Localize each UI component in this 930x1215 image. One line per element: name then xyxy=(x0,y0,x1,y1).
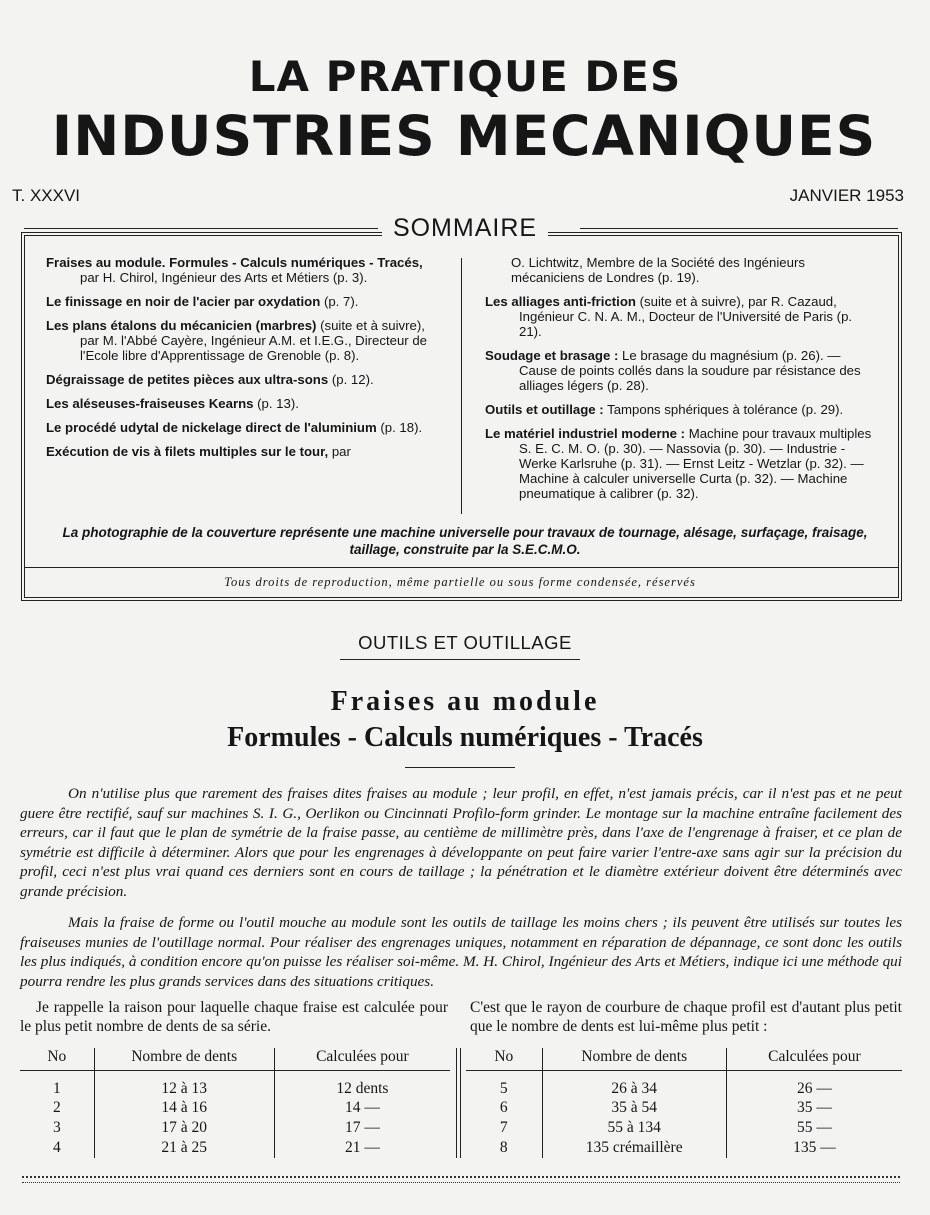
section-underline xyxy=(340,659,580,660)
sommaire-entry: Le finissage en noir de l'acier par oxydation (p. 7). xyxy=(46,294,359,309)
bottom-dotted-rule xyxy=(22,1176,900,1183)
masthead-line1: LA PRATIQUE DES xyxy=(248,52,682,101)
intro-paragraph-1: On n'utilise plus que rarement des fraises dites fraises au module ; leur profil, en effet, n'est jamais précis, car il n'est pas et ne peut guere être rectifié, sauf sur machines S. I. G., Oerlikon ou Cincinnati Profilo-form grinder. Le montage sur la machine entraîne facilement des erreurs, car il faut que le plan de symétrie de la fraise passe, au centième de millimètre près, dans l'axe de l'engrenage à fraiser, et ce plan de symétrie est difficile à déterminer. Alors que pour les engrenages à développante on peut faire varier l'entre-axe sans agir sur la précision du profil, ceci n'est plus vrai quand ces derniers sont en cours de taillage ; la pénétration et le diamètre extérieur doivent être déterminés avec grande précision. xyxy=(20,785,902,900)
sommaire-entry-continuation: O. Lichtwitz, Membre de la Société des Ingénieurs mécaniciens de Londres (p. 19). xyxy=(511,255,805,285)
sommaire-entry: Outils et outillage : Tampons sphériques à tolérance (p. 29). xyxy=(485,402,844,417)
volume-number: T. XXXVI xyxy=(12,186,81,205)
sommaire-entry: Dégraissage de petites pièces aux ultra-sons (p. 12). xyxy=(46,372,374,387)
sommaire-entry: Le procédé udytal de nickelage direct de l'aluminium (p. 18). xyxy=(46,420,423,435)
sommaire-entry: Fraises au module. Formules - Calculs numériques - Tracés, par H. Chirol, Ingénieur des Arts et Métiers (p. 3). xyxy=(46,255,423,285)
sommaire-left-column xyxy=(46,255,436,468)
table-header: No xyxy=(20,1048,94,1071)
table-row: 2 14 à 16 14 — xyxy=(20,1098,450,1118)
table-row: 5 26 à 34 26 — xyxy=(466,1071,902,1098)
sommaire-entry: Les aléseuses-fraiseuses Kearns (p. 13). xyxy=(46,396,299,411)
article-title: Fraises au module xyxy=(330,686,600,717)
table-header: Nombre de dents xyxy=(94,1048,274,1071)
intro-paragraph-2: Mais la fraise de forme ou l'outil mouche au module sont les outils de taillage les moins chers ; ils peuvent être utilisés sur toutes les fraiseuses munies de l'outillage normal. Pour réaliser des engrenages uniques, notamment en réparation de dépannage, ce sont donc les outils les plus indiqués, à condition encore qu'on puisse les réaliser soi-même. M. H. Chirol, Ingénieur des Arts et Métiers, indique ici une méthode qui pourra rendre les plus grands services dans des situations critiques. xyxy=(20,914,902,990)
cover-caption: La photographie de la couverture représente une machine universelle pour travaux de tournage, alésage, surfaçage, fraisage, taillage, construite par la S.E.C.M.O. xyxy=(62,525,868,557)
issue-date: JANVIER 1953 xyxy=(789,186,904,205)
body-right: C'est que le rayon de courbure de chaque profil est d'autant plus petit que le nombre de dents est lui-même plus petit : xyxy=(470,999,902,1035)
masthead-line2: INDUSTRIES MECANIQUES xyxy=(51,104,877,168)
fraise-table-right xyxy=(466,1048,902,1158)
table-row: 4 21 à 25 21 — xyxy=(20,1138,450,1158)
sommaire-entry: Les plans étalons du mécanicien (marbres) (suite et à suivre), par M. l'Abbé Cayère, Ingénieur A.M. et I.E.G., Directeur de l'Ecole libre d'Apprentissage de Grenoble (p. 8). xyxy=(46,318,428,363)
sommaire-entry: Le matériel industriel moderne : Machine pour travaux multiples S. E. C. M. O. (p. 30). — Nassovia (p. 30). — Industrie - Werke Karlsruhe (p. 31). — Ernst Leitz - Wetzlar (p. 32). — Machine à calculer universelle Curta (p. 32). — Machine pneumatique à calibrer (p. 32). xyxy=(485,426,872,501)
table-row: 7 55 à 134 55 — xyxy=(466,1118,902,1138)
table-header: Nombre de dents xyxy=(542,1048,726,1071)
sommaire-heading: SOMMAIRE xyxy=(392,214,538,242)
table-header: Calculées pour xyxy=(726,1048,902,1071)
rights-notice: Tous droits de reproduction, même partielle ou sous forme condensée, réservés xyxy=(224,575,696,589)
sommaire-column-divider xyxy=(461,258,462,514)
table-header: Calculées pour xyxy=(274,1048,450,1071)
section-heading: OUTILS ET OUTILLAGE xyxy=(358,632,572,653)
fraise-table-left xyxy=(20,1048,450,1158)
title-underline xyxy=(405,767,515,768)
body-left: Je rappelle la raison pour laquelle chaque fraise est calculée pour le plus petit nombre de dents de sa série. xyxy=(20,999,448,1035)
sommaire-right-column xyxy=(485,255,877,510)
article-intro xyxy=(20,784,902,991)
table-divider xyxy=(456,1048,461,1158)
sommaire-entry: Soudage et brasage : Le brasage du magnésium (p. 26). — Cause de points collés dans la soudure par résistance des alliages légers (p. 28). xyxy=(485,348,861,393)
table-row: 8 135 crémaillère 135 — xyxy=(466,1138,902,1158)
table-row: 1 12 à 13 12 dents xyxy=(20,1071,450,1098)
table-header: No xyxy=(466,1048,542,1071)
sommaire-entry: Les alliages anti-friction (suite et à suivre), par R. Cazaud, Ingénieur C. N. A. M., Docteur de l'Université de Paris (p. 21). xyxy=(485,294,853,339)
table-row: 6 35 à 54 35 — xyxy=(466,1098,902,1118)
sommaire-entry: Exécution de vis à filets multiples sur le tour, par xyxy=(46,444,351,459)
table-row: 3 17 à 20 17 — xyxy=(20,1118,450,1138)
rights-rule-top xyxy=(24,567,898,568)
article-subtitle: Formules - Calculs numériques - Tracés xyxy=(227,722,703,753)
